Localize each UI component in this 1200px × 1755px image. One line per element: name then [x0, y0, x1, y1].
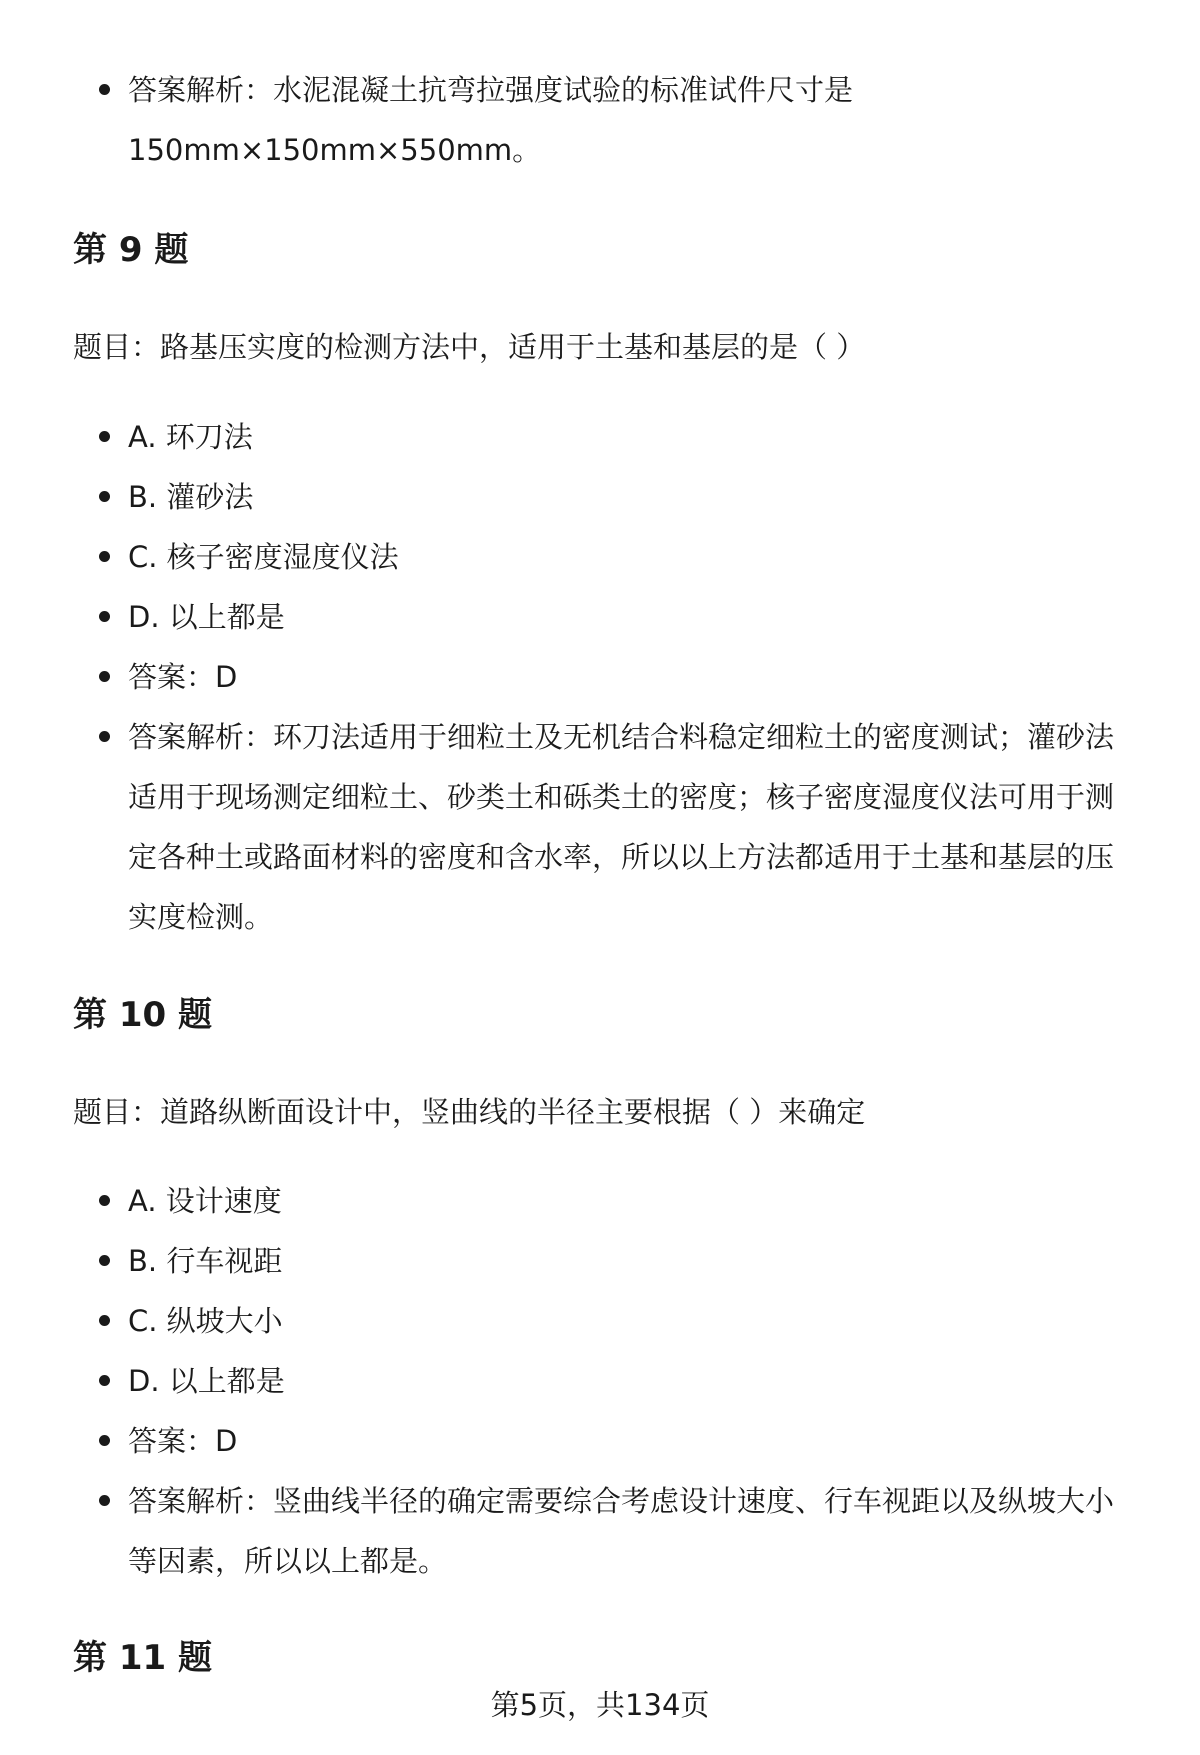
question-9-option-d: D. 以上都是: [128, 587, 1140, 647]
question-11-heading: 第 11 题: [73, 1638, 212, 1678]
question-9-option-b: B. 灌砂法: [128, 467, 1140, 527]
question-9-explanation: 答案解析：环刀法适用于细粒土及无机结合料稳定细粒土的密度测试；灌砂法适用于现场测定细粒土、砂类土和砾类土的密度；核子密度湿度仪法可用于测定各种土或路面材料的密度和含水率，所以以上方法都适用于土基和基层的压实度检测。: [128, 707, 1140, 947]
prev-explanation: 答案解析：水泥混凝土抗弯拉强度试验的标准试件尺寸是150mm×150mm×550mm。: [128, 60, 1140, 180]
question-10-option-a: A. 设计速度: [128, 1171, 1140, 1231]
question-10-option-d: D. 以上都是: [128, 1351, 1140, 1411]
question-10-answer: 答案：D: [128, 1411, 1140, 1471]
page-number: 第5页，共134页: [490, 1688, 710, 1722]
question-10-option-c: C. 纵坡大小: [128, 1291, 1140, 1351]
question-9-text: 题目：路基压实度的检测方法中，适用于土基和基层的是（ ）: [73, 330, 866, 364]
question-10-explanation: 答案解析：竖曲线半径的确定需要综合考虑设计速度、行车视距以及纵坡大小等因素，所以以上都是。: [128, 1471, 1140, 1591]
question-9-heading: 第 9 题: [73, 230, 189, 270]
question-10-text: 题目：道路纵断面设计中，竖曲线的半径主要根据（ ）来确定: [73, 1095, 866, 1129]
question-9-option-a: A. 环刀法: [128, 407, 1140, 467]
question-9-option-c: C. 核子密度湿度仪法: [128, 527, 1140, 587]
question-10-option-b: B. 行车视距: [128, 1231, 1140, 1291]
question-10-heading: 第 10 题: [73, 995, 212, 1035]
question-9-answer: 答案：D: [128, 647, 1140, 707]
